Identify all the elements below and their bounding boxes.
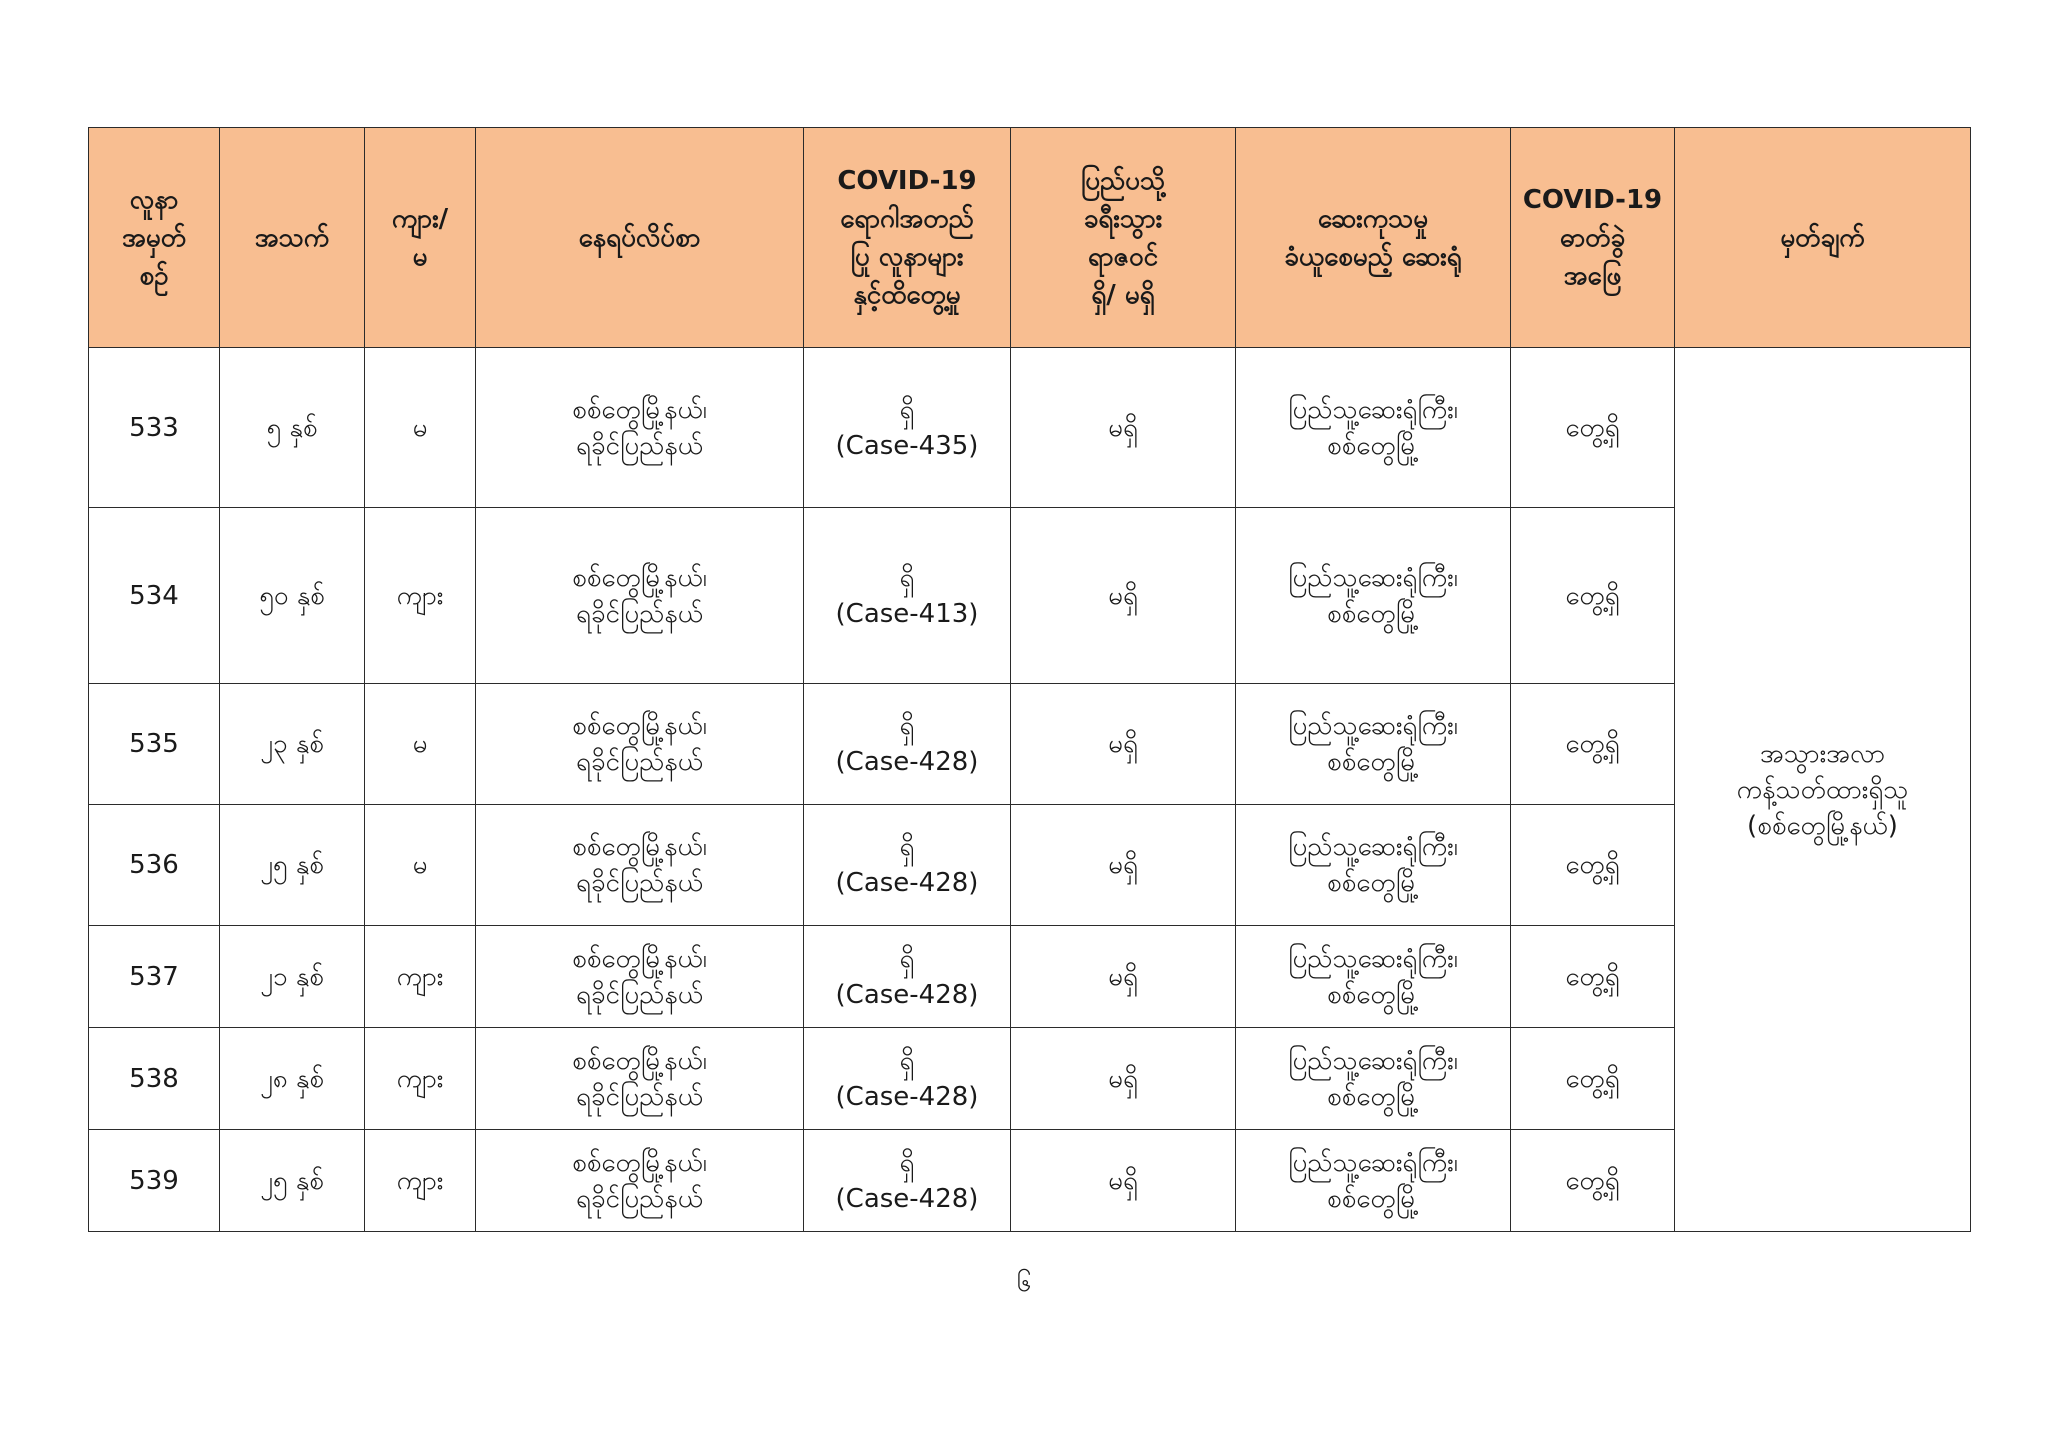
contact-cell: ရှိ (Case-428) (804, 684, 1011, 805)
page-number: ၆ (1016, 1268, 1032, 1298)
header-travel: ပြည်ပသို့ ခရီးသွား ရာဇဝင် ရှိ/ မရှိ (1011, 128, 1236, 348)
sex-cell: ကျား (365, 926, 476, 1028)
result-cell: တွေ့ရှိ (1511, 508, 1675, 684)
result-cell: တွေ့ရှိ (1511, 805, 1675, 926)
sex-cell: ကျား (365, 508, 476, 684)
contact-cell: ရှိ (Case-428) (804, 926, 1011, 1028)
result-cell: တွေ့ရှိ (1511, 926, 1675, 1028)
remark-cell: အသွားအလာ ကန့်သတ်ထားရှိသူ (စစ်တွေမြို့နယ်) (1675, 348, 1971, 1232)
patient-no-cell: 535 (89, 684, 220, 805)
travel-cell: မရှိ (1011, 684, 1236, 805)
header-hospital: ဆေးကုသမှု ခံယူစေမည့် ဆေးရုံ (1236, 128, 1511, 348)
hospital-cell: ပြည်သူ့ဆေးရုံကြီး၊ စစ်တွေမြို့ (1236, 684, 1511, 805)
age-cell: ၂၁ နှစ် (220, 926, 365, 1028)
header-contact: COVID-19 ရောဂါအတည် ပြု လူနာများ နှင့်ထိတွေ့မှု (804, 128, 1011, 348)
header-remark: မှတ်ချက် (1675, 128, 1971, 348)
travel-cell: မရှိ (1011, 348, 1236, 508)
header-sex: ကျား/ မ (365, 128, 476, 348)
sex-cell: ကျား (365, 1130, 476, 1232)
travel-cell: မရှိ (1011, 926, 1236, 1028)
patient-no-cell: 539 (89, 1130, 220, 1232)
travel-cell: မရှိ (1011, 805, 1236, 926)
age-cell: ၂၈ နှစ် (220, 1028, 365, 1130)
result-cell: တွေ့ရှိ (1511, 684, 1675, 805)
hospital-cell: ပြည်သူ့ဆေးရုံကြီး၊ စစ်တွေမြို့ (1236, 348, 1511, 508)
address-cell: စစ်တွေမြို့နယ်၊ ရခိုင်ပြည်နယ် (476, 926, 804, 1028)
age-cell: ၅ နှစ် (220, 348, 365, 508)
address-cell: စစ်တွေမြို့နယ်၊ ရခိုင်ပြည်နယ် (476, 805, 804, 926)
result-cell: တွေ့ရှိ (1511, 1028, 1675, 1130)
header-result: COVID-19 ဓာတ်ခွဲ အဖြေ (1511, 128, 1675, 348)
address-cell: စစ်တွေမြို့နယ်၊ ရခိုင်ပြည်နယ် (476, 348, 804, 508)
hospital-cell: ပြည်သူ့ဆေးရုံကြီး၊ စစ်တွေမြို့ (1236, 805, 1511, 926)
header-age: အသက် (220, 128, 365, 348)
result-cell: တွေ့ရှိ (1511, 348, 1675, 508)
address-cell: စစ်တွေမြို့နယ်၊ ရခိုင်ပြည်နယ် (476, 1130, 804, 1232)
hospital-cell: ပြည်သူ့ဆေးရုံကြီး၊ စစ်တွေမြို့ (1236, 508, 1511, 684)
patient-no-cell: 538 (89, 1028, 220, 1130)
table-row (89, 348, 1971, 508)
sex-cell: ကျား (365, 1028, 476, 1130)
contact-cell: ရှိ (Case-428) (804, 1028, 1011, 1130)
hospital-cell: ပြည်သူ့ဆေးရုံကြီး၊ စစ်တွေမြို့ (1236, 1028, 1511, 1130)
header-address: နေရပ်လိပ်စာ (476, 128, 804, 348)
hospital-cell: ပြည်သူ့ဆေးရုံကြီး၊ စစ်တွေမြို့ (1236, 1130, 1511, 1232)
contact-cell: ရှိ (Case-428) (804, 805, 1011, 926)
age-cell: ၅၀ နှစ် (220, 508, 365, 684)
address-cell: စစ်တွေမြို့နယ်၊ ရခိုင်ပြည်နယ် (476, 1028, 804, 1130)
address-cell: စစ်တွေမြို့နယ်၊ ရခိုင်ပြည်နယ် (476, 684, 804, 805)
address-cell: စစ်တွေမြို့နယ်၊ ရခိုင်ပြည်နယ် (476, 508, 804, 684)
age-cell: ၂၅ နှစ် (220, 1130, 365, 1232)
header-row (89, 128, 1971, 348)
travel-cell: မရှိ (1011, 508, 1236, 684)
sex-cell: မ (365, 805, 476, 926)
hospital-cell: ပြည်သူ့ဆေးရုံကြီး၊ စစ်တွေမြို့ (1236, 926, 1511, 1028)
result-cell: တွေ့ရှိ (1511, 1130, 1675, 1232)
contact-cell: ရှိ (Case-413) (804, 508, 1011, 684)
contact-cell: ရှိ (Case-428) (804, 1130, 1011, 1232)
sex-cell: မ (365, 684, 476, 805)
patient-no-cell: 536 (89, 805, 220, 926)
age-cell: ၂၅ နှစ် (220, 805, 365, 926)
travel-cell: မရှိ (1011, 1130, 1236, 1232)
travel-cell: မရှိ (1011, 1028, 1236, 1130)
case-table (88, 127, 1971, 1232)
sex-cell: မ (365, 348, 476, 508)
patient-no-cell: 537 (89, 926, 220, 1028)
patient-no-cell: 533 (89, 348, 220, 508)
patient-no-cell: 534 (89, 508, 220, 684)
contact-cell: ရှိ (Case-435) (804, 348, 1011, 508)
age-cell: ၂၃ နှစ် (220, 684, 365, 805)
header-patient-no: လူနာ အမှတ် စဉ် (89, 128, 220, 348)
